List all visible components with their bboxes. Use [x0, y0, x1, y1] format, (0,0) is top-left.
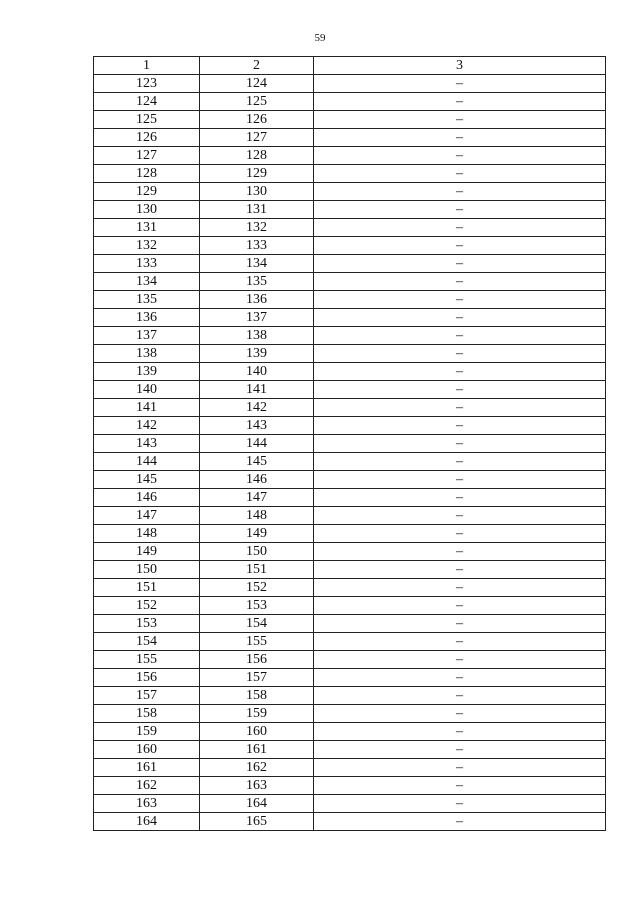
table-row: [94, 183, 606, 201]
table-cell-col-2: 125: [200, 93, 314, 111]
table-cell-col-3: –: [314, 633, 606, 651]
page-number: 59: [314, 32, 326, 44]
column-header-3: 3: [314, 57, 606, 75]
table-row: [94, 291, 606, 309]
table-cell-col-2: 132: [200, 219, 314, 237]
table-cell-col-1: 127: [94, 147, 200, 165]
table-cell-col-3: –: [314, 651, 606, 669]
table-cell-col-1: 139: [94, 363, 200, 381]
table-row: [94, 597, 606, 615]
table-cell-col-3: –: [314, 813, 606, 831]
table-cell-col-3: –: [314, 759, 606, 777]
table-row: [94, 129, 606, 147]
table-cell-col-3: –: [314, 705, 606, 723]
table-cell-col-1: 157: [94, 687, 200, 705]
table-row: [94, 273, 606, 291]
table-cell-col-2: 128: [200, 147, 314, 165]
table-row: [94, 309, 606, 327]
table-row: [94, 795, 606, 813]
table-row: [94, 201, 606, 219]
table-cell-col-3: –: [314, 543, 606, 561]
table-cell-col-2: 130: [200, 183, 314, 201]
table-row: [94, 147, 606, 165]
table-cell-col-1: 150: [94, 561, 200, 579]
table-cell-col-1: 148: [94, 525, 200, 543]
table-cell-col-1: 152: [94, 597, 200, 615]
table-cell-col-3: –: [314, 777, 606, 795]
table-cell-col-2: 143: [200, 417, 314, 435]
table-cell-col-2: 158: [200, 687, 314, 705]
table-cell-col-1: 154: [94, 633, 200, 651]
table-header-row: [94, 57, 606, 75]
table-cell-col-2: 154: [200, 615, 314, 633]
table-cell-col-2: 159: [200, 705, 314, 723]
table-row: [94, 435, 606, 453]
table-cell-col-1: 133: [94, 255, 200, 273]
table-cell-col-3: –: [314, 561, 606, 579]
table-cell-col-2: 126: [200, 111, 314, 129]
table-cell-col-2: 153: [200, 597, 314, 615]
table-cell-col-3: –: [314, 615, 606, 633]
table-cell-col-1: 140: [94, 381, 200, 399]
table-cell-col-2: 131: [200, 201, 314, 219]
table-row: [94, 633, 606, 651]
table-row: [94, 705, 606, 723]
table-cell-col-2: 134: [200, 255, 314, 273]
table-cell-col-2: 147: [200, 489, 314, 507]
table-cell-col-2: 152: [200, 579, 314, 597]
table-cell-col-2: 161: [200, 741, 314, 759]
table-cell-col-3: –: [314, 741, 606, 759]
table-cell-col-2: 165: [200, 813, 314, 831]
table-cell-col-1: 160: [94, 741, 200, 759]
table-row: [94, 453, 606, 471]
table-cell-col-2: 139: [200, 345, 314, 363]
table-cell-col-3: –: [314, 795, 606, 813]
table-cell-col-3: –: [314, 453, 606, 471]
table-cell-col-3: –: [314, 93, 606, 111]
table-row: [94, 111, 606, 129]
table-row: [94, 525, 606, 543]
table-cell-col-3: –: [314, 255, 606, 273]
table-row: [94, 327, 606, 345]
table-cell-col-2: 141: [200, 381, 314, 399]
table-row: [94, 723, 606, 741]
table-cell-col-1: 132: [94, 237, 200, 255]
table-cell-col-3: –: [314, 219, 606, 237]
table-cell-col-1: 149: [94, 543, 200, 561]
table-cell-col-3: –: [314, 669, 606, 687]
column-header-2: 2: [200, 57, 314, 75]
table-cell-col-3: –: [314, 111, 606, 129]
table-cell-col-3: –: [314, 525, 606, 543]
table-row: [94, 93, 606, 111]
table-cell-col-3: –: [314, 507, 606, 525]
table-cell-col-2: 160: [200, 723, 314, 741]
table-cell-col-3: –: [314, 147, 606, 165]
table-cell-col-2: 129: [200, 165, 314, 183]
table-cell-col-2: 124: [200, 75, 314, 93]
table-cell-col-2: 164: [200, 795, 314, 813]
table-cell-col-2: 137: [200, 309, 314, 327]
table-cell-col-3: –: [314, 201, 606, 219]
table-row: [94, 165, 606, 183]
table-cell-col-1: 126: [94, 129, 200, 147]
table-cell-col-1: 161: [94, 759, 200, 777]
table-cell-col-3: –: [314, 165, 606, 183]
table-cell-col-1: 136: [94, 309, 200, 327]
table-cell-col-1: 156: [94, 669, 200, 687]
table-cell-col-2: 149: [200, 525, 314, 543]
table-row: [94, 219, 606, 237]
table-row: [94, 615, 606, 633]
table-row: [94, 381, 606, 399]
table-cell-col-2: 138: [200, 327, 314, 345]
table-cell-col-1: 129: [94, 183, 200, 201]
table-row: [94, 237, 606, 255]
table-row: [94, 759, 606, 777]
table-cell-col-1: 141: [94, 399, 200, 417]
table-cell-col-1: 145: [94, 471, 200, 489]
table-row: [94, 507, 606, 525]
table-cell-col-3: –: [314, 597, 606, 615]
table-cell-col-1: 142: [94, 417, 200, 435]
table-cell-col-3: –: [314, 399, 606, 417]
table-cell-col-3: –: [314, 417, 606, 435]
table-cell-col-2: 148: [200, 507, 314, 525]
table-body: [94, 75, 606, 831]
table-cell-col-1: 131: [94, 219, 200, 237]
table-cell-col-2: 135: [200, 273, 314, 291]
table-cell-col-2: 136: [200, 291, 314, 309]
table-cell-col-3: –: [314, 723, 606, 741]
table-cell-col-1: 130: [94, 201, 200, 219]
table-cell-col-2: 140: [200, 363, 314, 381]
table-cell-col-1: 155: [94, 651, 200, 669]
table-cell-col-1: 158: [94, 705, 200, 723]
table-cell-col-1: 147: [94, 507, 200, 525]
table-cell-col-3: –: [314, 489, 606, 507]
table-cell-col-1: 164: [94, 813, 200, 831]
table-cell-col-2: 145: [200, 453, 314, 471]
table-cell-col-1: 135: [94, 291, 200, 309]
table-row: [94, 417, 606, 435]
table-row: [94, 561, 606, 579]
table-cell-col-3: –: [314, 363, 606, 381]
table-cell-col-1: 128: [94, 165, 200, 183]
table-row: [94, 471, 606, 489]
table-cell-col-3: –: [314, 309, 606, 327]
table-row: [94, 579, 606, 597]
table-cell-col-1: 134: [94, 273, 200, 291]
table-row: [94, 813, 606, 831]
table-row: [94, 399, 606, 417]
table-cell-col-1: 162: [94, 777, 200, 795]
table-row: [94, 489, 606, 507]
table-cell-col-2: 146: [200, 471, 314, 489]
table-cell-col-1: 143: [94, 435, 200, 453]
table-cell-col-2: 151: [200, 561, 314, 579]
table-cell-col-2: 144: [200, 435, 314, 453]
table-cell-col-1: 153: [94, 615, 200, 633]
table-row: [94, 687, 606, 705]
data-table: [93, 56, 606, 831]
table-cell-col-2: 127: [200, 129, 314, 147]
column-header-1: 1: [94, 57, 200, 75]
table-cell-col-1: 138: [94, 345, 200, 363]
table-cell-col-2: 155: [200, 633, 314, 651]
table-cell-col-2: 150: [200, 543, 314, 561]
table-row: [94, 363, 606, 381]
table-cell-col-3: –: [314, 345, 606, 363]
table-cell-col-2: 142: [200, 399, 314, 417]
table-cell-col-3: –: [314, 75, 606, 93]
table-cell-col-3: –: [314, 129, 606, 147]
table-cell-col-3: –: [314, 273, 606, 291]
table-cell-col-1: 163: [94, 795, 200, 813]
table-cell-col-1: 137: [94, 327, 200, 345]
table-cell-col-3: –: [314, 579, 606, 597]
table-row: [94, 543, 606, 561]
table-row: [94, 651, 606, 669]
table-cell-col-1: 146: [94, 489, 200, 507]
table-cell-col-3: –: [314, 687, 606, 705]
table-cell-col-3: –: [314, 183, 606, 201]
table-cell-col-3: –: [314, 381, 606, 399]
table-cell-col-1: 144: [94, 453, 200, 471]
table-cell-col-3: –: [314, 435, 606, 453]
table-cell-col-2: 156: [200, 651, 314, 669]
table-cell-col-3: –: [314, 471, 606, 489]
table-cell-col-1: 151: [94, 579, 200, 597]
table-cell-col-2: 162: [200, 759, 314, 777]
table-row: [94, 777, 606, 795]
table-cell-col-3: –: [314, 327, 606, 345]
table-cell-col-1: 159: [94, 723, 200, 741]
table-cell-col-2: 133: [200, 237, 314, 255]
table-cell-col-1: 124: [94, 93, 200, 111]
table-cell-col-2: 163: [200, 777, 314, 795]
table-cell-col-3: –: [314, 237, 606, 255]
table-row: [94, 75, 606, 93]
table-row: [94, 255, 606, 273]
table-cell-col-3: –: [314, 291, 606, 309]
table-row: [94, 669, 606, 687]
table-cell-col-2: 157: [200, 669, 314, 687]
table-cell-col-1: 123: [94, 75, 200, 93]
table-cell-col-1: 125: [94, 111, 200, 129]
table-row: [94, 345, 606, 363]
table-row: [94, 741, 606, 759]
